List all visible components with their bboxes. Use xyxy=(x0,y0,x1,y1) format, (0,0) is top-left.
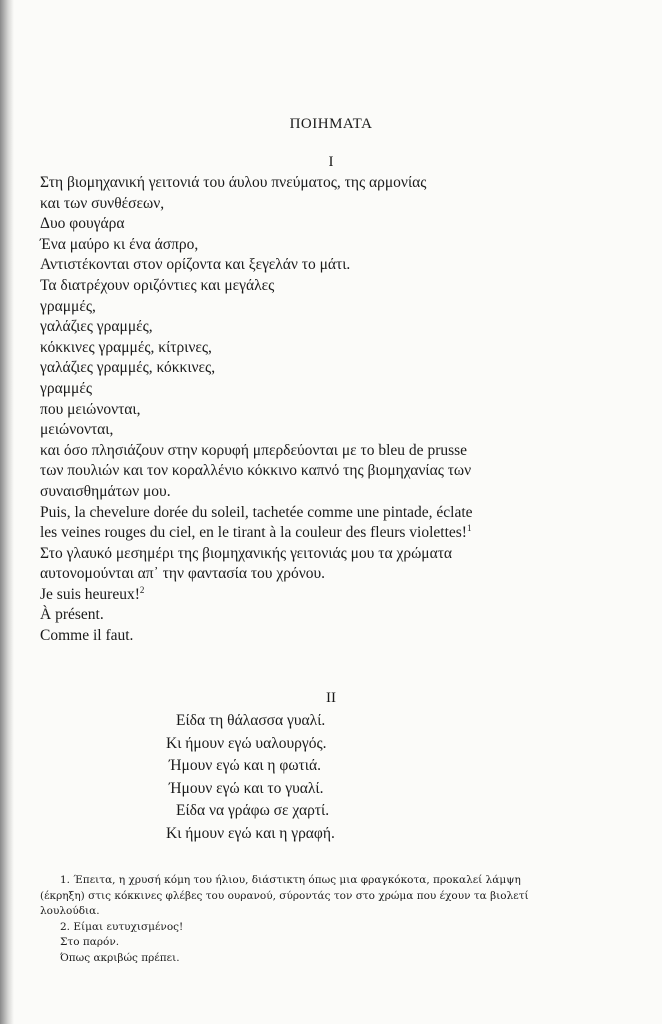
poem-line: Puis, la chevelure dorée du soleil, tachetée comme une pintade, éclate xyxy=(40,503,473,521)
footnote-2-line: Όπως ακριβώς πρέπει. xyxy=(60,951,180,964)
poem-line: Ήμουν εγώ και το γυαλί. xyxy=(169,779,324,797)
poem-line: Comme il faut. xyxy=(40,627,134,645)
poem-line: Κι ήμουν εγώ και η γραφή. xyxy=(166,824,335,842)
poem-line: Είδα τη θάλασσα γυαλί. xyxy=(176,712,326,729)
poem-line: Είδα να γράφω σε χαρτί. xyxy=(176,802,330,820)
footnote-ref: 1 xyxy=(466,523,472,534)
poem-section-2 xyxy=(166,710,335,846)
poem-line: μειώνονται, xyxy=(40,421,114,439)
poem-line xyxy=(40,585,473,606)
section-1-numeral: I xyxy=(328,154,334,170)
footnote-2: 2. Είμαι ευτυχισμένος! xyxy=(60,920,184,933)
poem-line: γαλάζιες γραμμές, xyxy=(40,318,153,336)
footnote-1: 1. Έπειτα, η χρυσή κόμη του ήλιου, διάστικτη όπως μια φραγκόκοτα, προκαλεί λάμψη (έκρηξη) στις κόκκινες φλέβες του ουρανού, σύροντάς τον στο χρώμα που έχουν τα βιολετί λουλούδια. xyxy=(40,874,529,918)
poem-line: Δυο φουγάρα xyxy=(40,215,125,233)
poem-line: À présent. xyxy=(40,606,104,624)
poem-line: Τα διατρέχουν οριζόντιες και μεγάλες xyxy=(40,276,275,294)
footnote-2-line: Στο παρόν. xyxy=(60,936,120,949)
section-2-numeral: II xyxy=(326,690,336,706)
poem-line: γραμμές xyxy=(40,379,92,397)
poem-line: Αντιστέκονται στον ορίζοντα και ξεγελάν το μάτι. xyxy=(40,256,351,274)
poem-line: συναισθημάτων μου. xyxy=(40,482,171,500)
poem-line: Στη βιομηχανική γειτονιά του άυλου πνεύματος, της αρμονίας xyxy=(40,174,427,191)
poem-line: γραμμές, xyxy=(40,297,96,315)
poem-line: και όσο πλησιάζουν στην κορυφή μπερδεύονται με το bleu de prusse xyxy=(40,441,468,459)
page-title: ΠΟΙΗΜΑΤΑ xyxy=(289,116,373,132)
poem-line: Κι ήμουν εγώ υαλουργός. xyxy=(166,734,327,752)
poem-section-1 xyxy=(40,173,473,647)
footnotes xyxy=(40,873,540,967)
poem-line: των πουλιών και τον κοραλλένιο κόκκινο καπνό της βιομηχανίας των xyxy=(40,462,472,480)
poem-line: και των συνθέσεων, xyxy=(40,194,165,212)
poem-line: γαλάζιες γραμμές, κόκκινες, xyxy=(40,359,216,377)
poem-line: κόκκινες γραμμές, κίτρινες, xyxy=(40,338,212,356)
poem-line: Στο γλαυκό μεσημέρι της βιομηχανικής γειτονιάς μου τα χρώματα xyxy=(40,544,453,562)
poem-line xyxy=(40,523,473,544)
poem-line-text: Je suis heureux! xyxy=(40,585,140,603)
poem-line: Ένα μαύρο κι ένα άσπρο, xyxy=(40,235,199,253)
poem-line-text: les veines rouges du ciel, en le tirant à la couleur des fleurs violettes! xyxy=(40,524,467,542)
poem-line: Ήμουν εγώ και η φωτιά. xyxy=(169,757,321,775)
footnote-ref: 2 xyxy=(139,584,145,595)
poem-line: αυτονομούνται απ᾽ την φαντασία του χρόνου. xyxy=(40,565,326,583)
poem-line: που μειώνονται, xyxy=(40,400,141,418)
